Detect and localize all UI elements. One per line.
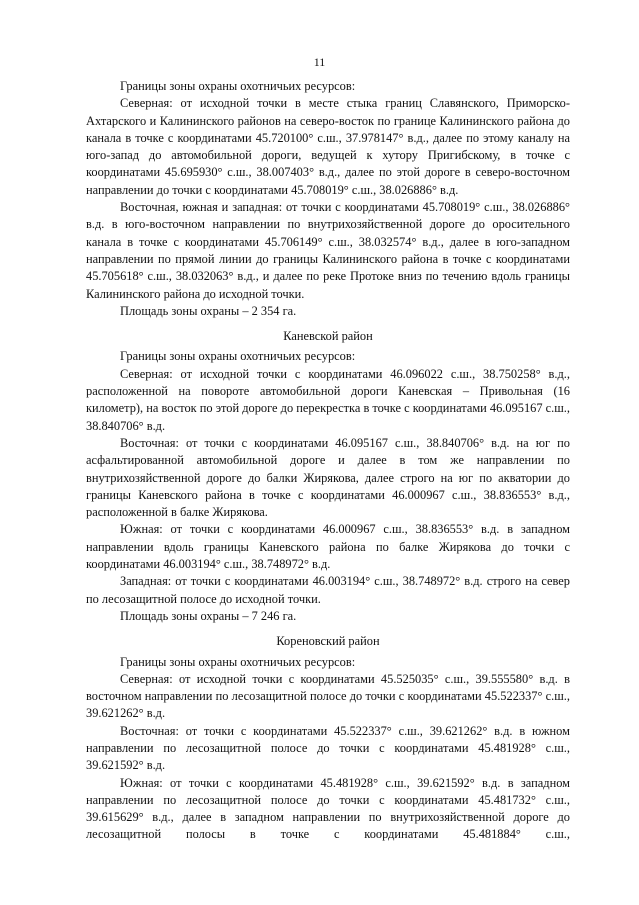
paragraph: Границы зоны охраны охотничьих ресурсов:: [120, 79, 356, 93]
section-heading: Кореновский район: [276, 634, 380, 649]
paragraph: Восточная: от точки с координатами 46.095167 с.ш., 38.840706° в.д. на юг по асфальтированной автомобильной дороге и далее в том же направлении по внутрихозяйственной дороге до балки Жирякова, далее строго на юг по акватории до границы Каневского района в точке с координатами 46.000967 с.ш., 38.836553° в.д., расположенной в балке Жирякова.: [86, 435, 570, 520]
paragraph: Южная: от точки с координатами 46.000967 с.ш., 38.836553° в.д. в западном направлении вдоль границы Каневского района по балке Жирякова до точки с координатами 46.003194° с.ш., 38.748972° в.д.: [86, 522, 570, 572]
paragraph: Северная: от исходной точки в месте стыка границ Славянского, Приморско-Ахтарского и Калининского районов на северо-восток по границе Калининского района до канала в точке с координатами 45.720100° с.ш., 37.978147° в.д., далее по этому каналу на юго-запад до автомобильной дороги, ведущей к хутору Пригибскому, в точке с координатами 45.695930° с.ш., 38.007403° в.д., далее по этой дороге в северо-восточном направлении до точки с координатами 45.708019° с.ш., 38.026886° в.д.: [86, 96, 570, 197]
paragraph: Восточная: от точки с координатами 45.522337° с.ш., 39.621262° в.д. в южном направлении по лесозащитной полосе до точки с координатами 45.481928° с.ш., 39.621592° в.д.: [86, 723, 570, 773]
paragraph: Северная: от исходной точки с координатами 45.525035° с.ш., 39.555580° в.д. в восточном направлении по лесозащитной полосе до точки с координатами 45.522337° с.ш., 39.621262° в.д.: [86, 671, 570, 721]
section-heading: Каневской район: [283, 329, 373, 344]
paragraph: Южная: от точки с координатами 45.481928° с.ш., 39.621592° в.д. в западном направлении по лесозащитной полосе до точки с координатами 45.481732° с.ш., 39.615629° в.д., далее в западном направлении по внутрихозяйственной дороге до лесозащитной полосы в точке с координатами 45.481884° с.ш.,: [86, 775, 570, 842]
document-body: [86, 78, 570, 844]
paragraph: Западная: от точки с координатами 46.003194° с.ш., 38.748972° в.д. строго на север по лесозащитной полосе до исходной точки.: [86, 574, 570, 606]
paragraph: Площадь зоны охраны – 7 246 га.: [120, 608, 297, 623]
page-number: 11: [313, 55, 326, 69]
paragraph: Границы зоны охраны охотничьих ресурсов:: [120, 349, 356, 364]
paragraph: Северная: от исходной точки с координатами 46.096022 с.ш., 38.750258° в.д., расположенной на повороте автомобильной дороги Каневская – Привольная (16 километр), на восток по этой дороге до перекрестка в точке с координатами 46.095167 с.ш., 38.840706° в.д.: [86, 366, 570, 433]
paragraph: Площадь зоны охраны – 2 354 га.: [120, 303, 297, 318]
paragraph: Границы зоны охраны охотничьих ресурсов:: [120, 654, 356, 669]
paragraph: Восточная, южная и западная: от точки с координатами 45.708019° с.ш., 38.026886° в.д. в юго-восточном направлении по внутрихозяйственной дороге до оросительного канала в точке с координатами 45.706149° с.ш., 38.032574° в.д., далее в юго-западном направлении по прямой линии до границы Калининского района в точке с координатами 45.705618° с.ш., 38.032063° в.д., и далее по реке Протоке вниз по течению вдоль границы Калининского района до исходной точки.: [86, 200, 570, 301]
